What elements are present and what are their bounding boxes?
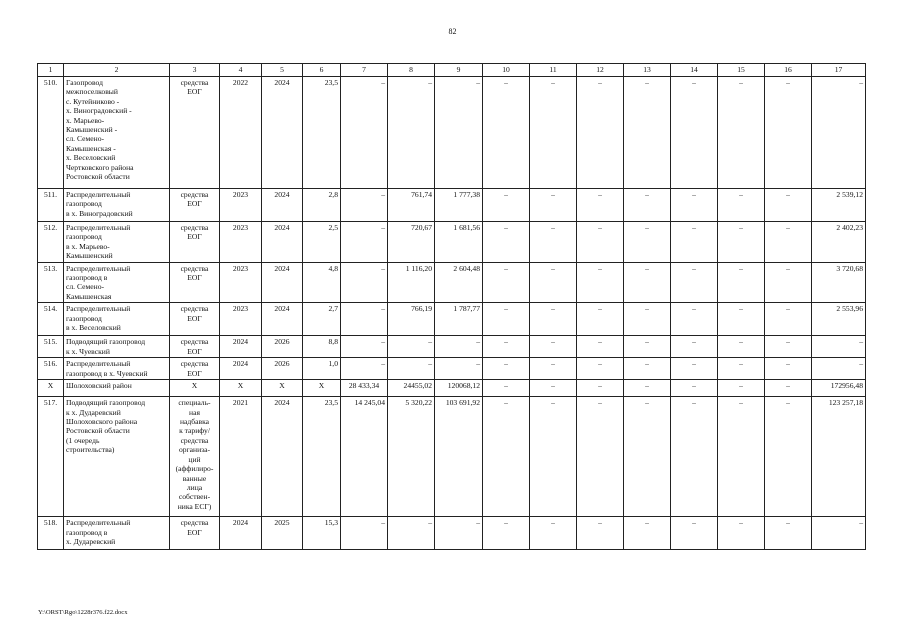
table-cell: средства ЕОГ bbox=[170, 358, 220, 380]
table-cell: – bbox=[483, 336, 530, 358]
table-cell: – bbox=[483, 262, 530, 303]
table-cell: – bbox=[624, 336, 671, 358]
table-cell: – bbox=[530, 262, 577, 303]
table-cell: 5 320,22 bbox=[388, 397, 435, 517]
table-cell: 2024 bbox=[220, 358, 262, 380]
table-cell: средства ЕОГ bbox=[170, 77, 220, 189]
table-cell: 15,3 bbox=[303, 517, 341, 550]
table-cell: средства ЕОГ bbox=[170, 262, 220, 303]
table-cell: – bbox=[624, 380, 671, 397]
table-cell: – bbox=[435, 358, 483, 380]
table-cell: 8,8 bbox=[303, 336, 341, 358]
table-cell: – bbox=[435, 77, 483, 189]
table-cell: – bbox=[530, 303, 577, 336]
table-cell: 103 691,92 bbox=[435, 397, 483, 517]
object-name-cell: Распределительный газопровод в х. Виноградовский bbox=[64, 189, 170, 222]
table-row bbox=[38, 517, 866, 550]
table-cell: 2024 bbox=[262, 222, 303, 263]
column-number-cell: 12 bbox=[577, 64, 624, 77]
object-name-cell: Подводящий газопровод к х. Чуевский bbox=[64, 336, 170, 358]
table-cell: – bbox=[577, 222, 624, 263]
table-cell: 1 787,77 bbox=[435, 303, 483, 336]
table-cell: 2024 bbox=[262, 397, 303, 517]
table-cell: – bbox=[624, 189, 671, 222]
table-cell: – bbox=[765, 77, 812, 189]
table-cell: 2023 bbox=[220, 189, 262, 222]
column-number-cell: 5 bbox=[262, 64, 303, 77]
table-cell: – bbox=[718, 336, 765, 358]
table-cell: – bbox=[718, 358, 765, 380]
document-file-path: Y:\ORST\Rgo\1228r376.f22.docx bbox=[38, 609, 128, 616]
table-cell: – bbox=[388, 77, 435, 189]
row-number-cell: 512. bbox=[38, 222, 64, 263]
column-number-cell: 7 bbox=[341, 64, 388, 77]
column-number-cell: 9 bbox=[435, 64, 483, 77]
table-cell: 123 257,18 bbox=[812, 397, 866, 517]
table-cell: – bbox=[765, 358, 812, 380]
table-cell: 2 402,23 bbox=[812, 222, 866, 263]
table-cell: – bbox=[483, 358, 530, 380]
table-cell: – bbox=[765, 189, 812, 222]
table-cell: 720,67 bbox=[388, 222, 435, 263]
table-cell: – bbox=[718, 397, 765, 517]
table-cell: 120068,12 bbox=[435, 380, 483, 397]
table-cell: – bbox=[483, 303, 530, 336]
table-cell: – bbox=[577, 262, 624, 303]
table-cell: – bbox=[718, 262, 765, 303]
table-cell: – bbox=[718, 303, 765, 336]
table-row bbox=[38, 77, 866, 189]
table-cell: – bbox=[718, 222, 765, 263]
table-cell: – bbox=[765, 262, 812, 303]
table-cell: – bbox=[765, 380, 812, 397]
table-cell: 2024 bbox=[262, 189, 303, 222]
table-cell: 2024 bbox=[262, 262, 303, 303]
table-cell: 2 553,96 bbox=[812, 303, 866, 336]
table-cell: 2024 bbox=[220, 336, 262, 358]
column-number-cell: 16 bbox=[765, 64, 812, 77]
column-number-cell: 17 bbox=[812, 64, 866, 77]
table-cell: 4,8 bbox=[303, 262, 341, 303]
table-row bbox=[38, 222, 866, 263]
table-cell: 23,5 bbox=[303, 397, 341, 517]
table-cell: 2,5 bbox=[303, 222, 341, 263]
table-cell: – bbox=[530, 358, 577, 380]
table-cell: – bbox=[624, 303, 671, 336]
table-cell: – bbox=[577, 77, 624, 189]
table-cell: – bbox=[671, 303, 718, 336]
object-name-cell: Распределительный газопровод в х. Дударевский bbox=[64, 517, 170, 550]
table-cell: – bbox=[671, 189, 718, 222]
object-name-cell: Подводящий газопровод к х. Дударевский Шолоховского района Ростовской области (1 очередь строительства) bbox=[64, 397, 170, 517]
table-cell: – bbox=[624, 517, 671, 550]
table-cell: – bbox=[388, 336, 435, 358]
table-cell: – bbox=[812, 517, 866, 550]
table-cell: 24455,02 bbox=[388, 380, 435, 397]
table-cell: средства ЕОГ bbox=[170, 222, 220, 263]
table-cell: X bbox=[220, 380, 262, 397]
table-cell: – bbox=[624, 358, 671, 380]
row-number-cell: 510. bbox=[38, 77, 64, 189]
table-cell: – bbox=[577, 380, 624, 397]
table-cell: – bbox=[718, 517, 765, 550]
column-number-cell: 2 bbox=[64, 64, 170, 77]
table-row bbox=[38, 189, 866, 222]
table-cell: 2 539,12 bbox=[812, 189, 866, 222]
table-cell: – bbox=[671, 517, 718, 550]
row-number-cell: X bbox=[38, 380, 64, 397]
table-cell: 172956,48 bbox=[812, 380, 866, 397]
table-cell: – bbox=[388, 358, 435, 380]
column-number-cell: 15 bbox=[718, 64, 765, 77]
table-cell: – bbox=[765, 303, 812, 336]
column-number-row bbox=[38, 64, 866, 77]
page-number: 82 bbox=[448, 27, 457, 36]
row-number-cell: 518. bbox=[38, 517, 64, 550]
table-row bbox=[38, 336, 866, 358]
table-cell: 2023 bbox=[220, 222, 262, 263]
table-cell: – bbox=[624, 222, 671, 263]
table-cell: – bbox=[530, 397, 577, 517]
table-cell: средства ЕОГ bbox=[170, 336, 220, 358]
column-number-cell: 4 bbox=[220, 64, 262, 77]
table-cell: 14 245,04 bbox=[341, 397, 388, 517]
table-cell: средства ЕОГ bbox=[170, 303, 220, 336]
table-cell: – bbox=[483, 77, 530, 189]
table-cell: – bbox=[577, 397, 624, 517]
table-cell: 28 433,34 bbox=[341, 380, 388, 397]
object-name-cell: Распределительный газопровод в сл. Семено- Камышенская bbox=[64, 262, 170, 303]
table-cell: X bbox=[262, 380, 303, 397]
table-cell: 2022 bbox=[220, 77, 262, 189]
table-cell: – bbox=[671, 262, 718, 303]
table-cell: 1 777,38 bbox=[435, 189, 483, 222]
table-cell: 2021 bbox=[220, 397, 262, 517]
table-cell: – bbox=[435, 517, 483, 550]
object-name-cell: Распределительный газопровод в х. Чуевский bbox=[64, 358, 170, 380]
row-number-cell: 516. bbox=[38, 358, 64, 380]
table-cell: – bbox=[765, 517, 812, 550]
table-cell: – bbox=[718, 189, 765, 222]
row-number-cell: 511. bbox=[38, 189, 64, 222]
table-row bbox=[38, 303, 866, 336]
table-cell: 2024 bbox=[262, 77, 303, 189]
table-cell: – bbox=[483, 397, 530, 517]
table-row bbox=[38, 262, 866, 303]
table-cell: – bbox=[671, 380, 718, 397]
table-cell: – bbox=[812, 336, 866, 358]
table-cell: – bbox=[577, 358, 624, 380]
table-cell: – bbox=[341, 517, 388, 550]
table-cell: – bbox=[530, 189, 577, 222]
table-cell: 2023 bbox=[220, 303, 262, 336]
object-name-cell: Шолоховский район bbox=[64, 380, 170, 397]
table-cell: – bbox=[671, 397, 718, 517]
object-name-cell: Газопровод межпоселковый с. Кутейниково - х. Виноградовский - х. Марьево- Камышенский - сл. Семено- Камышенская - х. Веселовский Чертковского района Ростовской области bbox=[64, 77, 170, 189]
table-cell: 1 681,56 bbox=[435, 222, 483, 263]
table-cell: – bbox=[341, 262, 388, 303]
table-cell: 3 720,68 bbox=[812, 262, 866, 303]
table-cell: – bbox=[577, 189, 624, 222]
row-number-cell: 514. bbox=[38, 303, 64, 336]
table-cell: – bbox=[435, 336, 483, 358]
table-cell: – bbox=[812, 77, 866, 189]
table-cell: 766,19 bbox=[388, 303, 435, 336]
table-cell: 2,8 bbox=[303, 189, 341, 222]
table-cell: – bbox=[530, 517, 577, 550]
table-cell: – bbox=[812, 358, 866, 380]
table-row bbox=[38, 358, 866, 380]
table-cell: – bbox=[341, 336, 388, 358]
table-cell: – bbox=[765, 336, 812, 358]
table-cell: – bbox=[483, 189, 530, 222]
table-cell: – bbox=[483, 517, 530, 550]
table-cell: 2025 bbox=[262, 517, 303, 550]
table-cell: – bbox=[765, 222, 812, 263]
table-cell: – bbox=[577, 336, 624, 358]
object-name-cell: Распределительный газопровод в х. Веселовский bbox=[64, 303, 170, 336]
column-number-cell: 11 bbox=[530, 64, 577, 77]
table-cell: специаль- ная надбавка к тарифу/ средства организа- ций (аффилиро- ванные лица собствен- ника ЕСГ) bbox=[170, 397, 220, 517]
table-cell: – bbox=[530, 336, 577, 358]
column-number-cell: 3 bbox=[170, 64, 220, 77]
row-number-cell: 513. bbox=[38, 262, 64, 303]
table-row bbox=[38, 397, 866, 517]
investment-table bbox=[37, 63, 866, 550]
table-cell: – bbox=[530, 77, 577, 189]
table-cell: – bbox=[341, 358, 388, 380]
table-cell: – bbox=[718, 380, 765, 397]
table-cell: – bbox=[530, 222, 577, 263]
table-cell: – bbox=[718, 77, 765, 189]
row-number-cell: 515. bbox=[38, 336, 64, 358]
table-cell: – bbox=[577, 303, 624, 336]
table-cell: 2026 bbox=[262, 336, 303, 358]
table-cell: 2 604,48 bbox=[435, 262, 483, 303]
column-number-cell: 14 bbox=[671, 64, 718, 77]
table-cell: – bbox=[624, 397, 671, 517]
column-number-cell: 10 bbox=[483, 64, 530, 77]
table-cell: X bbox=[303, 380, 341, 397]
table-cell: – bbox=[671, 358, 718, 380]
table-cell: 1 116,20 bbox=[388, 262, 435, 303]
table-cell: 2,7 bbox=[303, 303, 341, 336]
table-cell: – bbox=[671, 222, 718, 263]
table-cell: 2026 bbox=[262, 358, 303, 380]
column-number-cell: 6 bbox=[303, 64, 341, 77]
table-cell: средства ЕОГ bbox=[170, 517, 220, 550]
table-cell: – bbox=[483, 222, 530, 263]
table-cell: – bbox=[388, 517, 435, 550]
table-cell: X bbox=[170, 380, 220, 397]
object-name-cell: Распределительный газопровод в х. Марьево- Камышенский bbox=[64, 222, 170, 263]
table-cell: – bbox=[624, 262, 671, 303]
table-row bbox=[38, 380, 866, 397]
table-cell: – bbox=[341, 222, 388, 263]
column-number-cell: 13 bbox=[624, 64, 671, 77]
table-cell: 2023 bbox=[220, 262, 262, 303]
table-cell: 2024 bbox=[262, 303, 303, 336]
table-cell: – bbox=[624, 77, 671, 189]
table-cell: 23,5 bbox=[303, 77, 341, 189]
table-cell: – bbox=[341, 303, 388, 336]
row-number-cell: 517. bbox=[38, 397, 64, 517]
column-number-cell: 8 bbox=[388, 64, 435, 77]
table-cell: – bbox=[671, 77, 718, 189]
table-cell: – bbox=[765, 397, 812, 517]
table-cell: – bbox=[483, 380, 530, 397]
table-cell: – bbox=[671, 336, 718, 358]
table-cell: 1,0 bbox=[303, 358, 341, 380]
table-cell: 761,74 bbox=[388, 189, 435, 222]
column-number-cell: 1 bbox=[38, 64, 64, 77]
table-cell: – bbox=[530, 380, 577, 397]
table-cell: 2024 bbox=[220, 517, 262, 550]
table-cell: – bbox=[577, 517, 624, 550]
table-cell: средства ЕОГ bbox=[170, 189, 220, 222]
table-cell: – bbox=[341, 189, 388, 222]
table-cell: – bbox=[341, 77, 388, 189]
